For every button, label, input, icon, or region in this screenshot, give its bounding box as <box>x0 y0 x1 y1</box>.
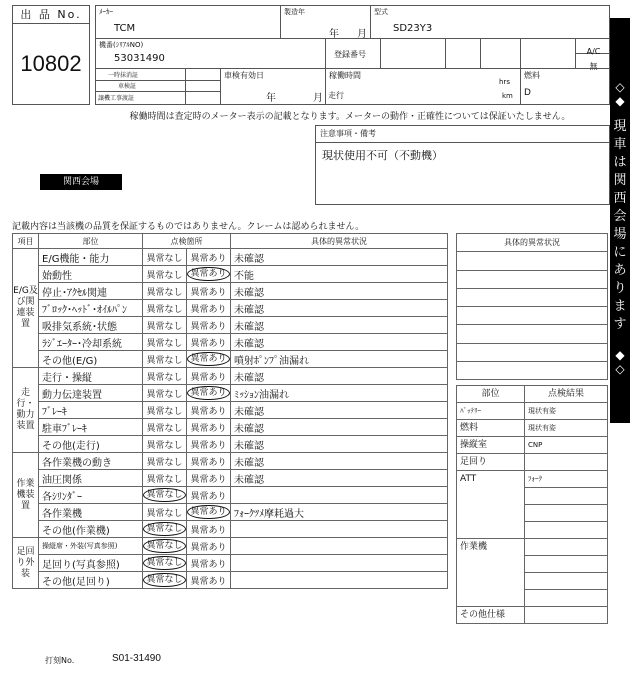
detail-status-row <box>457 325 608 343</box>
no-abnormality-option: 異常なし <box>143 539 185 553</box>
group-label: 作業機装置 <box>13 453 39 538</box>
registration-cell-3 <box>481 39 521 69</box>
group-label: 足回り外装 <box>13 538 39 589</box>
part-name: ﾌﾞﾚｰｷ <box>39 402 143 419</box>
inspection-row <box>13 351 448 368</box>
remarks-box <box>315 125 610 205</box>
part-name: 走行・操縦 <box>39 368 143 385</box>
ac-label-cell <box>576 39 611 54</box>
part-name: ﾌﾞﾛｯｸ･ﾍｯﾄﾞ･ｵｲﾙﾊﾟﾝ <box>39 300 143 317</box>
fuel-value: D <box>524 88 531 98</box>
part-name: 各作業機 <box>39 504 143 521</box>
inspection-row <box>13 419 448 436</box>
result-part: 操縦室 <box>457 437 525 454</box>
check-ng-cell <box>187 368 231 385</box>
result-part: 作業機 <box>457 539 525 607</box>
header-detail: 具体的異常状況 <box>231 234 448 249</box>
month-unit: 月 <box>357 29 367 40</box>
detail-status-header: 具体的異常状況 <box>457 234 608 252</box>
detail-text: 未確認 <box>231 419 448 436</box>
fuel-cell <box>521 69 611 104</box>
travel-unit: km <box>502 92 513 100</box>
maker-cell <box>96 6 281 39</box>
result-row <box>457 471 608 488</box>
check-ok-cell <box>143 334 187 351</box>
no-abnormality-option: 異常なし <box>143 573 185 587</box>
check-ok-cell <box>143 470 187 487</box>
doc-1-label: 一時抹消証 <box>108 72 139 79</box>
banner-text-value: 現車は関西会場にあります <box>613 119 627 332</box>
no-abnormality-option: 異常なし <box>146 389 183 400</box>
result-row <box>457 607 608 624</box>
header-check: 点検箇所 <box>143 234 231 249</box>
check-ng-cell <box>187 385 231 402</box>
registration-cell-2 <box>446 39 481 69</box>
result-value-blank <box>525 488 608 505</box>
detail-text <box>231 555 448 572</box>
part-name: 始動性 <box>39 266 143 283</box>
registration-cell-1 <box>381 39 446 69</box>
check-ng-cell <box>187 283 231 300</box>
inspection-row <box>13 249 448 266</box>
venue-label: 関西会場 <box>40 174 122 190</box>
check-ng-cell <box>187 300 231 317</box>
abnormality-option: 異常あり <box>187 352 229 366</box>
no-abnormality-option: 異常なし <box>143 488 185 502</box>
remarks-label: 注意事項・備考 <box>316 126 609 143</box>
diamond-filled-icon: ◆ <box>615 348 625 362</box>
abnormality-option: 異常あり <box>190 338 227 349</box>
check-ok-cell <box>143 317 187 334</box>
maker-label: ﾒｰｶｰ <box>99 8 113 16</box>
abnormality-option: 異常あり <box>190 559 227 570</box>
doc-2-cell <box>96 81 186 92</box>
inspection-row <box>13 453 448 470</box>
inspection-row <box>13 334 448 351</box>
part-name: 動力伝達装置 <box>39 385 143 402</box>
inspection-row <box>13 572 448 589</box>
check-ok-cell <box>143 436 187 453</box>
detail-status-row <box>457 362 608 380</box>
year-label: 製造年 <box>284 8 305 16</box>
check-ok-cell <box>143 351 187 368</box>
check-ok-cell <box>143 504 187 521</box>
banner-text <box>610 118 630 334</box>
group-label: 走行・動力装置 <box>13 368 39 453</box>
detail-text: 未確認 <box>231 283 448 300</box>
abnormality-option: 異常あり <box>190 457 227 468</box>
detail-text: 未確認 <box>231 453 448 470</box>
abnormality-option: 異常あり <box>187 505 229 519</box>
result-table <box>456 385 608 624</box>
result-header-part: 部位 <box>457 386 525 403</box>
part-name: 各作業機の動き <box>39 453 143 470</box>
abnormality-option: 異常あり <box>190 440 227 451</box>
inspection-row <box>13 368 448 385</box>
check-ng-cell <box>187 419 231 436</box>
result-row <box>457 454 608 471</box>
result-row <box>457 420 608 437</box>
part-name: その他(走行) <box>39 436 143 453</box>
no-abnormality-option: 異常なし <box>146 355 183 366</box>
inspection-row <box>13 504 448 521</box>
detail-text: 噴射ﾎﾟﾝﾌﾟ油漏れ <box>231 351 448 368</box>
result-row <box>457 437 608 454</box>
detail-text: 未確認 <box>231 317 448 334</box>
ac-value: 無 <box>589 62 598 71</box>
check-ng-cell <box>187 538 231 555</box>
no-abnormality-option: 異常なし <box>143 556 185 570</box>
ac-value-cell <box>576 54 611 69</box>
check-ok-cell <box>143 419 187 436</box>
check-ng-cell <box>187 487 231 504</box>
abnormality-option: 異常あり <box>190 321 227 332</box>
part-name: 各ｼﾘﾝﾀﾞｰ <box>39 487 143 504</box>
check-ok-cell <box>143 385 187 402</box>
detail-text: 未確認 <box>231 470 448 487</box>
inspection-table-header <box>13 234 448 249</box>
check-ng-cell <box>187 572 231 589</box>
travel-label: 走行 <box>328 91 344 100</box>
abnormality-option: 異常あり <box>190 576 227 587</box>
result-value-blank <box>525 573 608 590</box>
check-ok-cell <box>143 487 187 504</box>
check-ok-cell <box>143 521 187 538</box>
part-name: 駐車ﾌﾞﾚｰｷ <box>39 419 143 436</box>
inspection-row <box>13 385 448 402</box>
result-value-blank <box>525 556 608 573</box>
part-name: 操縦席・外装(写真参照) <box>39 538 143 555</box>
header-item: 項目 <box>13 234 39 249</box>
check-ng-cell <box>187 453 231 470</box>
year-unit: 年 <box>329 29 339 40</box>
inspection-row <box>13 538 448 555</box>
check-ng-cell <box>187 249 231 266</box>
detail-text: 未確認 <box>231 249 448 266</box>
inspection-row <box>13 555 448 572</box>
abnormality-option: 異常あり <box>187 386 229 400</box>
result-part: ﾊﾞｯﾃﾘｰ <box>457 403 525 420</box>
doc-2-value <box>186 81 221 92</box>
part-name: その他(足回り) <box>39 572 143 589</box>
no-abnormality-option: 異常なし <box>146 321 183 332</box>
result-value: 現状有姿 <box>525 420 608 437</box>
result-value: ﾌｫｰｸ <box>525 471 608 488</box>
hours-unit: hrs <box>499 78 510 86</box>
check-ok-cell <box>143 555 187 572</box>
check-ng-cell <box>187 470 231 487</box>
year-cell <box>281 6 371 39</box>
detail-text: 未確認 <box>231 402 448 419</box>
detail-text: 未確認 <box>231 334 448 351</box>
abnormality-option: 異常あり <box>190 406 227 417</box>
abnormality-option: 異常あり <box>190 525 227 536</box>
detail-text: 未確認 <box>231 436 448 453</box>
check-ng-cell <box>187 504 231 521</box>
result-part: その他仕様 <box>457 607 525 624</box>
result-part: ATT <box>457 471 525 539</box>
check-ng-cell <box>187 266 231 283</box>
doc-3-label: 譲機工事渡証 <box>98 95 135 102</box>
detail-text <box>231 487 448 504</box>
model-label: 型式 <box>374 8 388 16</box>
remarks-text: 現状使用不可（不動機） <box>322 149 443 162</box>
stamp-number-value: S01-31490 <box>112 653 161 664</box>
detail-status-row <box>457 307 608 325</box>
stamp-number-label: 打刻No. <box>45 656 75 665</box>
inspection-table <box>12 233 448 589</box>
check-ng-cell <box>187 521 231 538</box>
no-abnormality-option: 異常なし <box>146 457 183 468</box>
part-name: E/G機能・能力 <box>39 249 143 266</box>
result-value: CNP <box>525 437 608 454</box>
detail-status-row <box>457 252 608 270</box>
abnormality-option: 異常あり <box>190 474 227 485</box>
doc-1-cell <box>96 69 186 81</box>
detail-text: 未確認 <box>231 368 448 385</box>
detail-status-row <box>457 343 608 361</box>
inspection-cell <box>221 69 326 104</box>
doc-3-cell <box>96 92 186 104</box>
fuel-label: 燃料 <box>524 71 540 80</box>
part-name: 油圧関係 <box>39 470 143 487</box>
doc-3-value <box>186 92 221 104</box>
meter-note: 稼働時間は査定時のメーター表示の記載となります。メーターの動作・正確性については保証いたしません。 <box>129 112 571 122</box>
vehicle-info-grid <box>95 5 610 105</box>
detail-status-row <box>457 288 608 306</box>
detail-status-row <box>457 270 608 288</box>
abnormality-option: 異常あり <box>187 267 229 281</box>
result-row <box>457 403 608 420</box>
check-ok-cell <box>143 368 187 385</box>
no-abnormality-option: 異常なし <box>146 253 183 264</box>
inspection-row <box>13 283 448 300</box>
serial-cell <box>96 39 326 69</box>
detail-text: ﾌｫｰｸﾂﾒ摩耗過大 <box>231 504 448 521</box>
abnormality-option: 異常あり <box>190 542 227 553</box>
diamond-open-icon: ◇ <box>615 80 625 94</box>
inspection-row <box>13 317 448 334</box>
disclaimer-text: 記載内容は当該機の品質を保証するものではありません。クレームは認められません。 <box>12 222 365 232</box>
hours-label: 稼働時間 <box>329 71 361 80</box>
inspection-row <box>13 402 448 419</box>
lot-number-label: 出 品 No. <box>13 6 89 24</box>
diamond-open-icon: ◇ <box>615 362 625 376</box>
abnormality-option: 異常あり <box>190 287 227 298</box>
ac-label: A/C <box>586 47 601 56</box>
check-ok-cell <box>143 572 187 589</box>
detail-status-table <box>456 233 608 380</box>
header-part: 部位 <box>39 234 143 249</box>
check-ok-cell <box>143 402 187 419</box>
check-ng-cell <box>187 334 231 351</box>
detail-text <box>231 572 448 589</box>
model-cell <box>371 6 611 39</box>
part-name: その他(E/G) <box>39 351 143 368</box>
no-abnormality-option: 異常なし <box>146 372 183 383</box>
abnormality-option: 異常あり <box>190 372 227 383</box>
result-header-result: 点検結果 <box>525 386 608 403</box>
abnormality-option: 異常あり <box>190 491 227 502</box>
result-row <box>457 539 608 556</box>
inspection-row <box>13 487 448 504</box>
detail-text: ﾐｯｼｮﾝ油漏れ <box>231 385 448 402</box>
inspection-label: 車検有効日 <box>224 71 264 80</box>
check-ng-cell <box>187 402 231 419</box>
registration-cell-4 <box>521 39 576 69</box>
no-abnormality-option: 異常なし <box>146 474 183 485</box>
no-abnormality-option: 異常なし <box>146 423 183 434</box>
check-ng-cell <box>187 436 231 453</box>
no-abnormality-option: 異常なし <box>146 338 183 349</box>
check-ng-cell <box>187 351 231 368</box>
result-value-blank <box>525 590 608 607</box>
location-banner <box>610 18 630 423</box>
registration-label-cell <box>326 39 381 69</box>
inspection-row <box>13 266 448 283</box>
inspection-year-unit: 年 <box>266 93 276 104</box>
inspection-row <box>13 470 448 487</box>
detail-text: 未確認 <box>231 300 448 317</box>
result-value-blank <box>525 522 608 539</box>
result-value: 現状有姿 <box>525 403 608 420</box>
lot-number-box <box>12 5 90 105</box>
part-name: 吸排気系統･状態 <box>39 317 143 334</box>
check-ng-cell <box>187 317 231 334</box>
no-abnormality-option: 異常なし <box>146 440 183 451</box>
doc-2-label: 車検証 <box>118 83 137 90</box>
detail-text: 不能 <box>231 266 448 283</box>
no-abnormality-option: 異常なし <box>146 270 183 281</box>
doc-1-value <box>186 69 221 81</box>
result-value <box>525 607 608 624</box>
check-ok-cell <box>143 300 187 317</box>
check-ok-cell <box>143 538 187 555</box>
result-value <box>525 454 608 471</box>
abnormality-option: 異常あり <box>190 253 227 264</box>
check-ok-cell <box>143 453 187 470</box>
part-name: ﾗｼﾞｴｰﾀｰ･冷却系統 <box>39 334 143 351</box>
part-name: 停止･ｱｸｾﾙ関連 <box>39 283 143 300</box>
detail-text <box>231 538 448 555</box>
no-abnormality-option: 異常なし <box>146 287 183 298</box>
part-name: 足回り(写真参照) <box>39 555 143 572</box>
lot-number-value: 10802 <box>20 51 82 76</box>
detail-text <box>231 521 448 538</box>
check-ok-cell <box>143 249 187 266</box>
no-abnormality-option: 異常なし <box>143 522 185 536</box>
result-value <box>525 539 608 556</box>
no-abnormality-option: 異常なし <box>146 508 183 519</box>
part-name: その他(作業機) <box>39 521 143 538</box>
abnormality-option: 異常あり <box>190 304 227 315</box>
no-abnormality-option: 異常なし <box>146 304 183 315</box>
model-value: SD23Y3 <box>393 23 433 34</box>
result-part: 燃料 <box>457 420 525 437</box>
hours-cell <box>326 69 521 104</box>
check-ok-cell <box>143 283 187 300</box>
diamond-filled-icon: ◆ <box>615 94 625 108</box>
result-value-blank <box>525 505 608 522</box>
inspection-row <box>13 436 448 453</box>
abnormality-option: 異常あり <box>190 423 227 434</box>
registration-label: 登録番号 <box>334 50 366 59</box>
check-ok-cell <box>143 266 187 283</box>
no-abnormality-option: 異常なし <box>146 406 183 417</box>
serial-label: 機番(ｼﾘｱﾙNO) <box>99 41 144 49</box>
group-label: E/G及び関連装置 <box>13 249 39 368</box>
result-part: 足回り <box>457 454 525 471</box>
inspection-row <box>13 521 448 538</box>
serial-value: 53031490 <box>114 53 165 64</box>
check-ng-cell <box>187 555 231 572</box>
maker-value: TCM <box>114 23 136 34</box>
inspection-row <box>13 300 448 317</box>
inspection-month-unit: 月 <box>313 93 323 104</box>
